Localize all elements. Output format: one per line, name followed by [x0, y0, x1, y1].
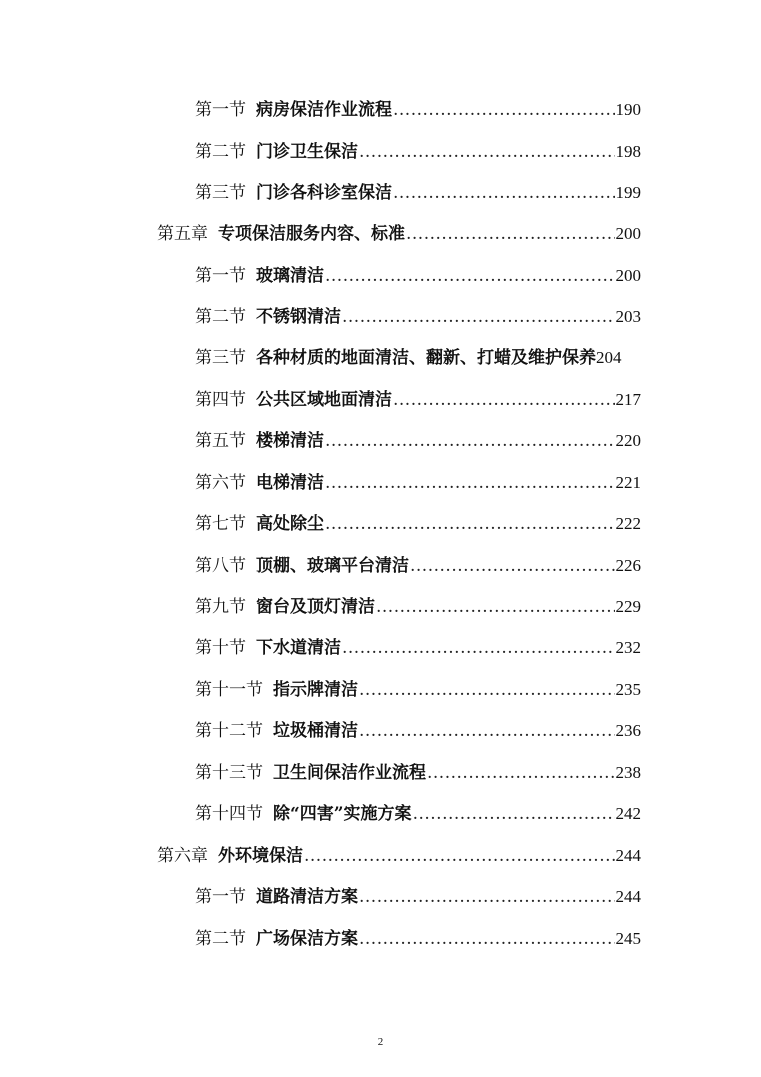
toc-entry[interactable]: [195, 263, 641, 289]
toc-entry-page: 220: [615, 431, 641, 450]
toc-entry-page: 238: [615, 763, 641, 782]
toc-entry[interactable]: [195, 718, 641, 744]
toc-entry-label: 第一节: [195, 887, 246, 907]
dot-leader: [359, 884, 615, 910]
toc-entry-title: 病房保洁作业流程: [256, 100, 392, 120]
toc-entry-title: 窗台及顶灯清洁: [256, 597, 375, 617]
dot-leader: [427, 760, 615, 786]
toc-entry[interactable]: [195, 926, 641, 952]
dot-leader: [359, 139, 615, 165]
dot-leader: [325, 263, 615, 289]
page-number: 2: [377, 1036, 384, 1048]
toc-chapter-entry[interactable]: [157, 843, 641, 869]
toc-entry-label: 第九节: [195, 597, 246, 617]
toc-entry-page: 199: [615, 183, 641, 202]
dot-leader: [325, 470, 615, 496]
toc-entry-label: 第一节: [195, 100, 246, 120]
toc-entry-page: 221: [615, 473, 641, 492]
dot-leader: [325, 511, 615, 537]
toc-entry[interactable]: [195, 180, 641, 206]
dot-leader: [413, 801, 615, 827]
toc-entry-label: 第十节: [195, 638, 246, 658]
toc-entry-label: 第二节: [195, 307, 246, 327]
toc-entry-title: 门诊卫生保洁: [256, 142, 358, 162]
toc-entry-page: 244: [615, 887, 641, 906]
toc-entry[interactable]: [195, 97, 641, 123]
toc-entry-title: 指示牌清洁: [273, 680, 358, 700]
toc-entry-title: 楼梯清洁: [256, 431, 324, 451]
toc-entry-page: 190: [615, 100, 641, 119]
toc-entry-label: 第八节: [195, 556, 246, 576]
toc-chapter-entry[interactable]: [157, 221, 641, 247]
toc-entry-label: 第二节: [195, 142, 246, 162]
toc-entry[interactable]: [195, 801, 641, 827]
dot-leader: [410, 553, 615, 579]
toc-entry-page: 226: [615, 556, 641, 575]
toc-entry-page: 244: [615, 846, 641, 865]
toc-entry-page: 236: [615, 721, 641, 740]
dot-leader: [342, 304, 615, 330]
toc-entry-title: 不锈钢清洁: [256, 307, 341, 327]
dot-leader: [393, 387, 615, 413]
dot-leader: [325, 428, 615, 454]
toc-entry[interactable]: [195, 635, 641, 661]
dot-leader: [359, 926, 615, 952]
dot-leader: [376, 594, 615, 620]
toc-entry-label: 第十四节: [195, 804, 263, 824]
toc-entry-label: 第十二节: [195, 721, 263, 741]
toc-entry-label: 第七节: [195, 514, 246, 534]
toc-entry-page: 242: [615, 804, 641, 823]
toc-entry-page: 200: [615, 224, 641, 243]
toc-entry[interactable]: [195, 677, 641, 703]
toc-entry[interactable]: [195, 304, 641, 330]
toc-entry-title: 玻璃清洁: [256, 266, 324, 286]
toc-entry-page: 229: [615, 597, 641, 616]
toc-entry-title: 垃圾桶清洁: [273, 721, 358, 741]
toc-entry-page: 198: [615, 142, 641, 161]
toc-entry[interactable]: [195, 345, 641, 371]
toc-entry-title: 除“四害”实施方案: [273, 804, 412, 824]
dot-leader: [342, 635, 615, 661]
toc-entry-title: 外环境保洁: [218, 846, 303, 866]
toc-entry-page: 245: [615, 929, 641, 948]
toc-entry-page: 235: [615, 680, 641, 699]
dot-leader: [304, 843, 615, 869]
toc-entry-title: 下水道清洁: [256, 638, 341, 658]
dot-leader: [406, 221, 615, 247]
toc-entry-title: 各种材质的地面清洁、翻新、打蜡及维护保养: [256, 348, 596, 368]
toc-entry[interactable]: [195, 760, 641, 786]
dot-leader: [393, 97, 615, 123]
toc-entry[interactable]: [195, 553, 641, 579]
toc-entry-page: 222: [615, 514, 641, 533]
dot-leader: [393, 180, 615, 206]
toc-entry-title: 卫生间保洁作业流程: [273, 763, 426, 783]
toc-entry[interactable]: [195, 428, 641, 454]
toc-entry-label: 第十三节: [195, 763, 263, 783]
toc-entry[interactable]: [195, 511, 641, 537]
toc-entry-title: 专项保洁服务内容、标准: [218, 224, 405, 244]
toc-entry[interactable]: [195, 387, 641, 413]
toc-entry-label: 第三节: [195, 348, 246, 368]
toc-entry-page: 232: [615, 638, 641, 657]
toc-entry-title: 广场保洁方案: [256, 929, 358, 949]
toc-entry-label: 第四节: [195, 390, 246, 410]
toc-entry-label: 第五章: [157, 224, 208, 244]
toc-entry-title: 顶棚、玻璃平台清洁: [256, 556, 409, 576]
toc-entry[interactable]: [195, 139, 641, 165]
toc-entry[interactable]: [195, 594, 641, 620]
toc-entry-title: 门诊各科诊室保洁: [256, 183, 392, 203]
toc-entry-label: 第三节: [195, 183, 246, 203]
toc-entry-page: 200: [615, 266, 641, 285]
toc-entry-label: 第二节: [195, 929, 246, 949]
toc-entry-label: 第一节: [195, 266, 246, 286]
toc-entry-label: 第六节: [195, 473, 246, 493]
toc-entry[interactable]: [195, 470, 641, 496]
toc-entry[interactable]: [195, 884, 641, 910]
toc-entry-title: 电梯清洁: [256, 473, 324, 493]
toc-entry-page: 204: [596, 348, 622, 367]
dot-leader: [359, 718, 615, 744]
toc-entry-title: 道路清洁方案: [256, 887, 358, 907]
toc-entry-page: 203: [615, 307, 641, 326]
toc-entry-page: 217: [615, 390, 641, 409]
toc-entry-title: 高处除尘: [256, 514, 324, 534]
toc-entry-label: 第六章: [157, 846, 208, 866]
dot-leader: [359, 677, 615, 703]
toc-entry-label: 第五节: [195, 431, 246, 451]
toc-entry-label: 第十一节: [195, 680, 263, 700]
toc-entry-title: 公共区域地面清洁: [256, 390, 392, 410]
